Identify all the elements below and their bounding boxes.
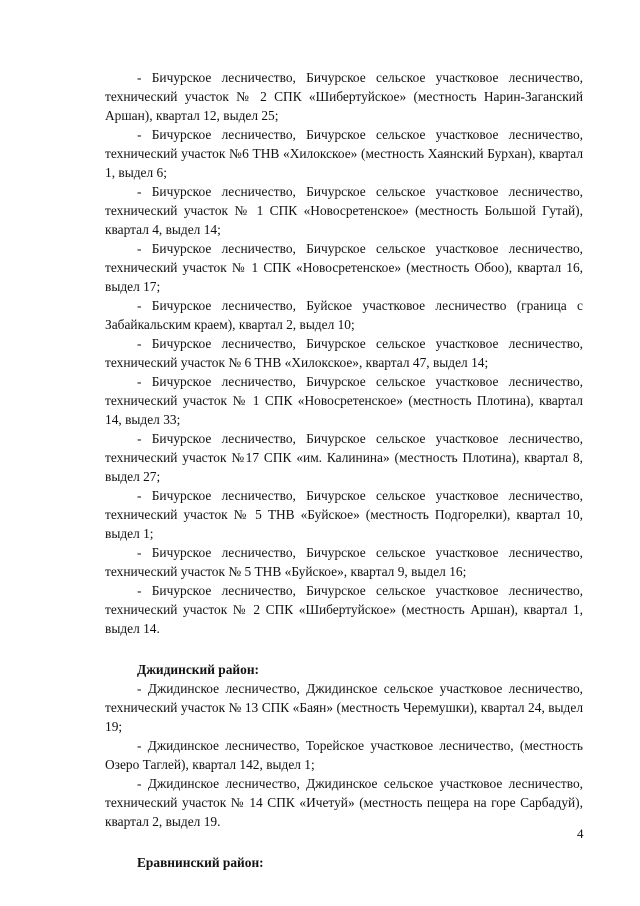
list-item: - Бичурское лесничество, Бичурское сельское участковое лесничество, технический участок № 5 ТНВ «Буйское», квартал 9, выдел 16; (105, 545, 583, 579)
page-number: 4 (577, 826, 584, 841)
document-body (105, 68, 583, 872)
list-item: - Бичурское лесничество, Бичурское сельское участковое лесничество, технический участок № 5 ТНВ «Буйское» (местность Подгорелки), квартал 10, выдел 1; (105, 488, 583, 541)
list-item: - Бичурское лесничество, Бичурское сельское участковое лесничество, технический участок №6 ТНВ «Хилокское» (местность Хаянский Бурхан), квартал 1, выдел 6; (105, 127, 583, 180)
section-heading-dzhida: Джидинский район: (137, 662, 260, 677)
list-item: - Бичурское лесничество, Бичурское сельское участковое лесничество, технический участок № 2 СПК «Шибертуйское» (местность Аршан), квартал 1, выдел 14. (105, 583, 583, 636)
section-heading-eravna: Еравнинский район: (137, 855, 264, 870)
list-item: - Бичурское лесничество, Буйское участковое лесничество (граница с Забайкальским краем), квартал 2, выдел 10; (105, 298, 583, 332)
list-item: - Джидинское лесничество, Джидинское сельское участковое лесничество, технический участок № 13 СПК «Баян» (местность Черемушки), квартал 24, выдел 19; (105, 681, 583, 734)
list-item: - Джидинское лесничество, Джидинское сельское участковое лесничество, технический участок № 14 СПК «Ичетуй» (местность пещера на горе Сарбадуй), квартал 2, выдел 19. (105, 776, 583, 829)
list-item: - Бичурское лесничество, Бичурское сельское участковое лесничество, технический участок №17 СПК «им. Калинина» (местность Плотина), квартал 8, выдел 27; (105, 431, 583, 484)
list-item: - Бичурское лесничество, Бичурское сельское участковое лесничество, технический участок № 1 СПК «Новосретенское» (местность Большой Гутай), квартал 4, выдел 14; (105, 184, 583, 237)
list-item: - Бичурское лесничество, Бичурское сельское участковое лесничество, технический участок № 2 СПК «Шибертуйское» (местность Нарин-Заганский Аршан), квартал 12, выдел 25; (105, 70, 583, 123)
list-item: - Бичурское лесничество, Бичурское сельское участковое лесничество, технический участок № 1 СПК «Новосретенское» (местность Обоо), квартал 16, выдел 17; (105, 241, 583, 294)
list-item: - Бичурское лесничество, Бичурское сельское участковое лесничество, технический участок № 6 ТНВ «Хилокское», квартал 47, выдел 14; (105, 336, 583, 370)
list-item: - Бичурское лесничество, Бичурское сельское участковое лесничество, технический участок № 1 СПК «Новосретенское» (местность Плотина), квартал 14, выдел 33; (105, 374, 583, 427)
list-item: - Джидинское лесничество, Торейское участковое лесничество, (местность Озеро Таглей), квартал 142, выдел 1; (105, 738, 583, 772)
